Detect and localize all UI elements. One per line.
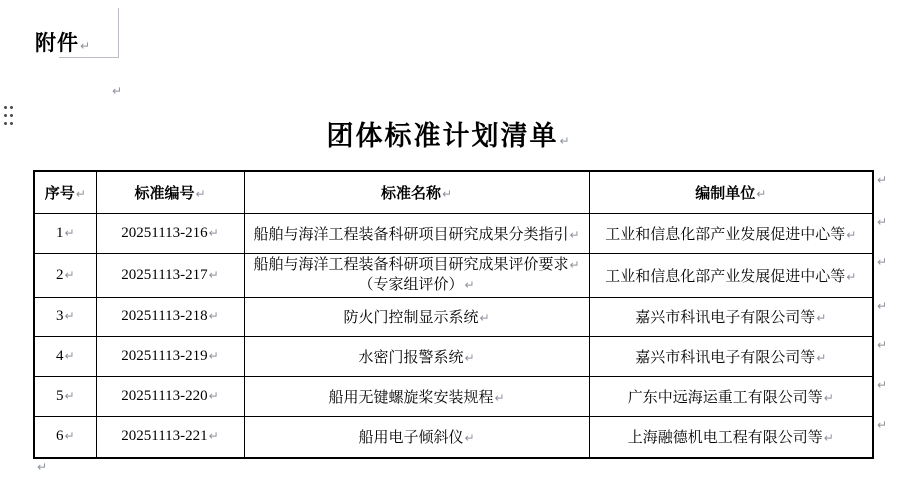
cell-unit: [589, 376, 873, 416]
row-name-text: 船用无键螺旋桨安装规程: [328, 389, 494, 406]
paragraph-mark-icon: ↵: [208, 267, 219, 282]
table-row: [34, 416, 873, 458]
standards-table: [33, 170, 874, 459]
table-row: [34, 253, 873, 297]
header-code-text: 标准编号: [134, 185, 195, 202]
row-code-text: 20251113-221: [121, 428, 208, 445]
row-name-text: 防火门控制显示系统: [343, 310, 479, 326]
row-no-text: 6: [55, 428, 64, 445]
attachment-text: 附件: [35, 31, 79, 55]
paragraph-mark-icon: ↵: [37, 460, 48, 474]
table-row: [34, 297, 873, 336]
paragraph-mark-icon: ↵: [464, 278, 475, 292]
cell-unit: [589, 253, 873, 297]
paragraph-mark-icon: ↵: [195, 186, 206, 201]
paragraph-mark-icon: ↵: [816, 350, 827, 365]
cell-code: [96, 253, 244, 297]
row-name-line2: [249, 275, 585, 295]
cell-unit: [589, 336, 873, 376]
row-end-mark-icon: ↵: [877, 173, 888, 187]
margin-corner-mark-horizontal: [59, 57, 119, 58]
row-no-text: 5: [55, 387, 64, 404]
cell-no: [34, 336, 96, 376]
cell-name: [244, 336, 589, 376]
row-unit-text: 工业和信息化部产业发展促进中心等: [605, 268, 846, 285]
cell-code: [96, 297, 244, 336]
row-end-mark-icon: ↵: [877, 215, 888, 229]
row-name-line1: [249, 255, 585, 275]
row-code-text: 20251113-218: [121, 308, 208, 324]
header-cell-no: [34, 171, 96, 213]
paragraph-mark-icon: ↵: [208, 309, 219, 323]
cell-no: [34, 376, 96, 416]
row-name-text: 船用电子倾斜仪: [358, 430, 464, 447]
cell-no: [34, 416, 96, 458]
cell-name: [244, 376, 589, 416]
paragraph-mark-icon: ↵: [64, 267, 75, 282]
empty-paragraph: [111, 82, 122, 100]
paragraph-mark-icon: ↵: [823, 431, 834, 446]
table-row: [34, 213, 873, 253]
cell-no: [34, 213, 96, 253]
row-name-text: 船舶与海洋工程装备科研项目研究成果分类指引: [253, 226, 569, 243]
margin-corner-mark-vertical: [118, 8, 119, 58]
paragraph-mark-icon: ↵: [846, 227, 857, 242]
cell-name: [244, 213, 589, 253]
cell-no: [34, 297, 96, 336]
row-code-text: 20251113-219: [121, 347, 208, 364]
paragraph-mark-icon: ↵: [464, 431, 475, 446]
header-cell-unit: [589, 171, 873, 213]
cell-code: [96, 213, 244, 253]
cell-name: [244, 416, 589, 458]
paragraph-mark-icon: ↵: [208, 429, 219, 444]
paragraph-mark-icon: ↵: [208, 388, 219, 403]
after-table-paragraph: [36, 458, 47, 476]
cell-name: [244, 297, 589, 336]
row-name-text: 水密门报警系统: [358, 349, 464, 366]
paragraph-mark-icon: ↵: [441, 186, 453, 201]
row-name-text2: （专家组评价）: [358, 277, 464, 293]
paragraph-mark-icon: ↵: [64, 348, 75, 363]
row-no-text: 4: [55, 347, 64, 364]
table-row: [34, 376, 873, 416]
paragraph-mark-icon: ↵: [823, 390, 834, 405]
paragraph-mark-icon: ↵: [756, 186, 767, 201]
row-no-text: 1: [55, 224, 64, 241]
header-unit-text: 编制单位: [695, 185, 756, 202]
paragraph-mark-icon: ↵: [64, 388, 75, 403]
row-no-text: 2: [55, 266, 64, 283]
header-no-text: 序号: [44, 185, 75, 202]
cell-code: [96, 336, 244, 376]
paragraph-mark-icon: ↵: [64, 225, 75, 240]
paragraph-mark-icon: ↵: [816, 311, 827, 325]
page-title: [0, 114, 898, 153]
header-cell-code: [96, 171, 244, 213]
paragraph-mark-icon: ↵: [846, 269, 857, 284]
row-unit-text: 工业和信息化部产业发展促进中心等: [605, 226, 846, 243]
paragraph-mark-icon: ↵: [569, 227, 580, 242]
paragraph-mark-icon: ↵: [80, 39, 92, 53]
header-name-text: 标准名称: [380, 185, 441, 202]
paragraph-mark-icon: ↵: [112, 84, 123, 98]
page-title-text: 团体标准计划清单: [326, 121, 559, 151]
table-row: [34, 336, 873, 376]
row-code-text: 20251113-220: [121, 387, 208, 404]
row-unit-text: 嘉兴市科讯电子有限公司等: [635, 349, 816, 366]
header-cell-name: [244, 171, 589, 213]
paragraph-mark-icon: ↵: [494, 390, 505, 405]
table-header-row: [34, 171, 873, 213]
paragraph-mark-icon: ↵: [569, 258, 580, 272]
cell-code: [96, 376, 244, 416]
cell-no: [34, 253, 96, 297]
paragraph-mark-icon: ↵: [464, 350, 475, 365]
paragraph-mark-icon: ↵: [64, 429, 75, 444]
cell-code: [96, 416, 244, 458]
row-end-mark-icon: ↵: [877, 418, 888, 432]
row-unit-text: 广东中远海运重工有限公司等: [627, 389, 823, 406]
cell-name: [244, 253, 589, 297]
attachment-label: [35, 27, 91, 57]
row-code-text: 20251113-216: [121, 224, 208, 241]
cell-unit: [589, 213, 873, 253]
row-unit-text: 上海融德机电工程有限公司等: [627, 430, 823, 447]
row-end-mark-icon: ↵: [877, 338, 888, 352]
row-name-text: 船舶与海洋工程装备科研项目研究成果评价要求: [253, 257, 569, 273]
row-end-mark-icon: ↵: [877, 255, 888, 269]
cell-unit: [589, 297, 873, 336]
paragraph-mark-icon: ↵: [208, 348, 219, 363]
row-end-mark-icon: ↵: [877, 299, 888, 313]
row-end-mark-icon: ↵: [877, 378, 888, 392]
paragraph-mark-icon: ↵: [75, 186, 86, 201]
row-code-text: 20251113-217: [121, 266, 208, 283]
paragraph-mark-icon: ↵: [479, 311, 490, 325]
cell-unit: [589, 416, 873, 458]
paragraph-mark-icon: ↵: [208, 225, 219, 240]
paragraph-mark-icon: ↵: [64, 309, 75, 323]
row-unit-text: 嘉兴市科讯电子有限公司等: [635, 310, 816, 326]
paragraph-mark-icon: ↵: [559, 134, 572, 148]
row-no-text: 3: [55, 308, 64, 324]
